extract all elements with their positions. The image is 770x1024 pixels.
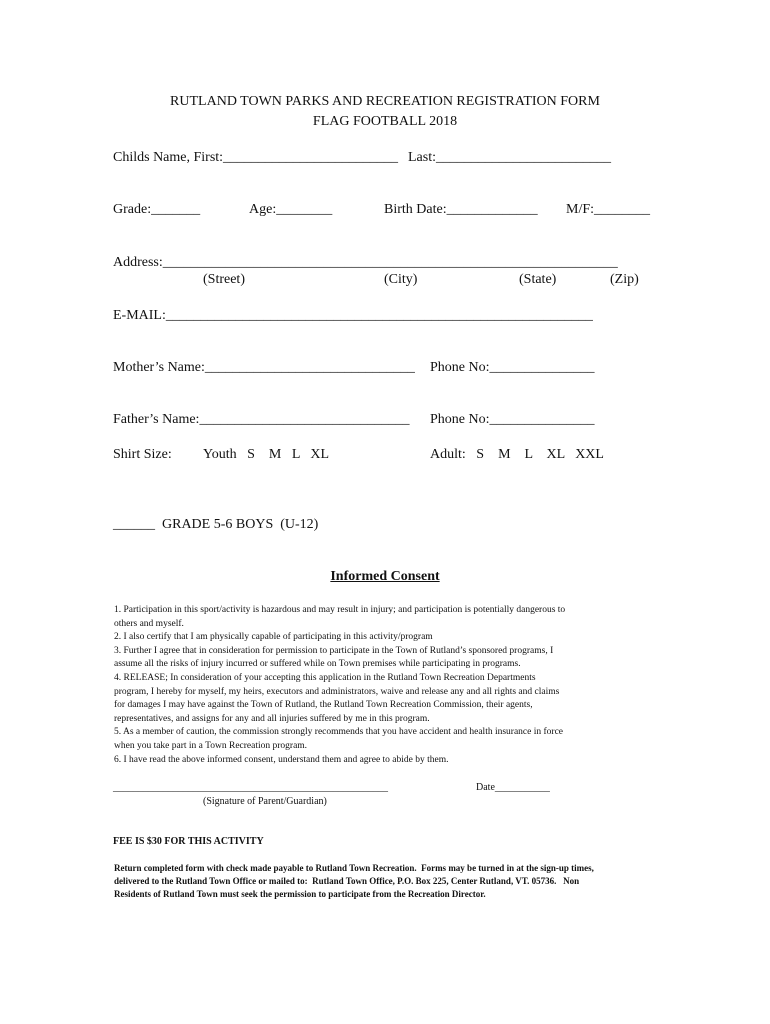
- shirt-size-label: Shirt Size:: [113, 447, 172, 462]
- consent-line: 3. Further I agree that in consideration for permission to participate in the Town of Rutland’s sponsored programs, I: [114, 645, 554, 656]
- father-name-field[interactable]: Father’s Name:______________________________: [113, 412, 410, 427]
- consent-line: assume all the risks of injury incurred or suffered while on Town premises while participating in programs.: [114, 659, 521, 670]
- division-checkbox-line[interactable]: ______ GRADE 5-6 BOYS (U-12): [113, 517, 319, 532]
- consent-line: 5. As a member of caution, the commission strongly recommends that you have accident and health insurance in force: [114, 727, 564, 738]
- consent-line: 6. I have read the above informed consent, understand them and agree to abide by them.: [114, 754, 449, 765]
- return-line: Residents of Rutland Town must seek the permission to participate from the Recreation Director.: [114, 889, 486, 899]
- return-instructions: [114, 862, 674, 901]
- state-caption: (State): [519, 272, 557, 287]
- grade-field[interactable]: Grade:_______: [113, 202, 201, 217]
- youth-shirt-options[interactable]: Youth S M L XL: [203, 447, 330, 462]
- consent-line: when you take part in a Town Recreation program.: [114, 740, 308, 751]
- consent-line: for damages I may have against the Town of Rutland, the Rutland Town Recreation Commission, their agents,: [114, 700, 533, 711]
- consent-line: 4. RELEASE; In consideration of your accepting this application in the Rutland Town Recreation Departments: [114, 672, 536, 683]
- address-field[interactable]: Address:_________________________________________________________________: [113, 255, 618, 270]
- date-field[interactable]: Date___________: [476, 782, 550, 793]
- return-line: delivered to the Rutland Town Office or mailed to: Rutland Town Office, P.O. Box 225, Center Rutland, VT. 05736. Non: [114, 876, 580, 886]
- mother-phone-field[interactable]: Phone No:_______________: [430, 360, 595, 375]
- child-first-name-field[interactable]: Childs Name, First:_________________________: [113, 150, 399, 165]
- father-phone-field[interactable]: Phone No:_______________: [430, 412, 595, 427]
- age-field[interactable]: Age:________: [249, 202, 333, 217]
- birth-date-field[interactable]: Birth Date:_____________: [384, 202, 538, 217]
- consent-line: 1. Participation in this sport/activity is hazardous and may result in injury; and participation is potentially dangerous to: [114, 605, 566, 615]
- child-last-name-field[interactable]: Last:_________________________: [408, 150, 611, 165]
- city-caption: (City): [384, 272, 418, 287]
- mother-name-field[interactable]: Mother’s Name:______________________________: [113, 360, 415, 375]
- signature-caption: (Signature of Parent/Guardian): [203, 796, 327, 807]
- consent-line: 2. I also certify that I am physically capable of participating in this activity/program: [114, 632, 433, 643]
- fee-notice: FEE IS $30 FOR THIS ACTIVITY: [113, 836, 264, 847]
- consent-line: representatives, and assigns for any and all injuries suffered by me in this program.: [114, 713, 430, 724]
- consent-text: [114, 604, 654, 767]
- form-title: RUTLAND TOWN PARKS AND RECREATION REGISTRATION FORM: [170, 94, 600, 109]
- return-line: Return completed form with check made payable to Rutland Town Recreation. Forms may be turned in at the sign-up times,: [114, 863, 594, 873]
- consent-line: program, I hereby for myself, my heirs, executors and administrators, waive and release any and all rights and claims: [114, 686, 560, 697]
- signature-field[interactable]: _______________________________________________________: [113, 782, 388, 793]
- form-subtitle: FLAG FOOTBALL 2018: [312, 114, 458, 129]
- consent-heading: Informed Consent: [330, 569, 440, 584]
- email-field[interactable]: E-MAIL:_____________________________________________________________: [113, 308, 593, 323]
- adult-shirt-options[interactable]: Adult: S M L XL XXL: [430, 447, 604, 462]
- gender-field[interactable]: M/F:________: [566, 202, 651, 217]
- consent-line: others and myself.: [114, 618, 184, 629]
- street-caption: (Street): [203, 272, 245, 287]
- zip-caption: (Zip): [610, 272, 639, 287]
